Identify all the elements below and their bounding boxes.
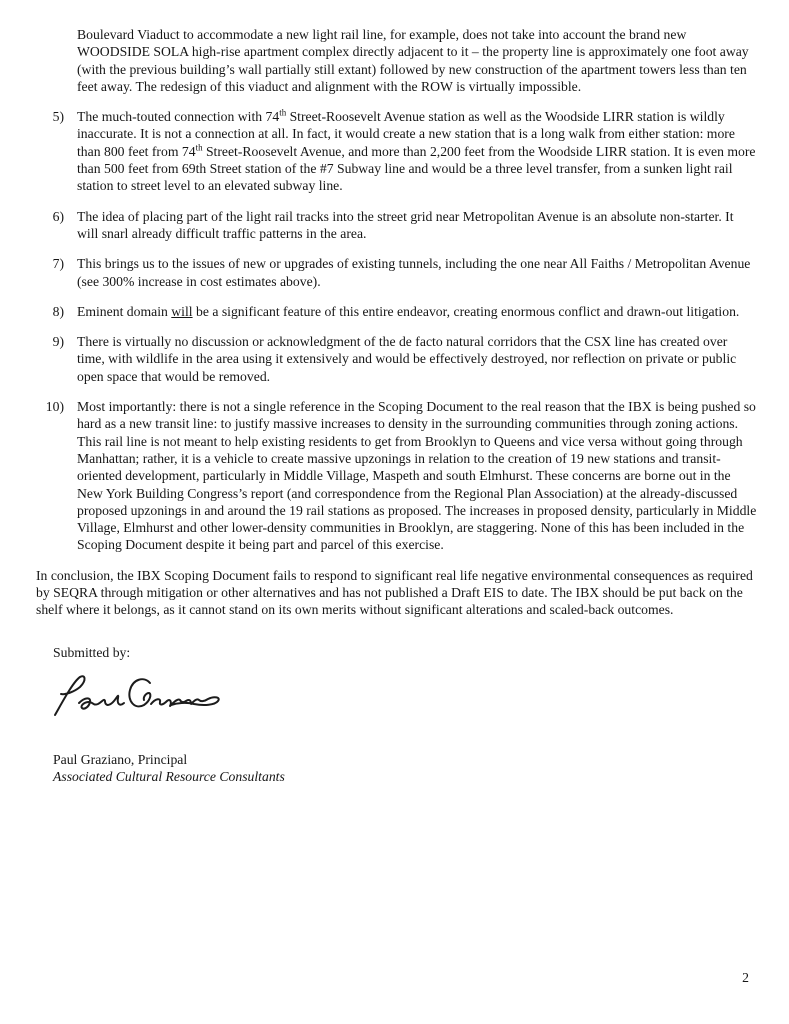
list-item-9 (36, 333, 758, 385)
signer-name-line: Paul Graziano, Principal (53, 751, 188, 767)
closing-block (53, 644, 758, 786)
signer-block (53, 751, 758, 786)
list-item-text: This brings us to the issues of new or upgrades of existing tunnels, including the one near All Faiths / Metropolitan Avenue (see 300% increase in cost estimates above). (77, 256, 751, 289)
list-item-5 (36, 108, 758, 194)
list-item-text: There is virtually no discussion or acknowledgment of the de facto natural corridors that the CSX line has created over time, with wildlife in the area using it extensively and would be effectively destroyed, nor reflection on private or public open space that would be removed. (77, 334, 737, 384)
list-item-7 (36, 255, 758, 290)
list-item-number: 8) (52, 303, 64, 319)
signer-company-line: Associated Cultural Resource Consultants (53, 769, 285, 785)
list-item-text: Most importantly: there is not a single reference in the Scoping Document to the real reason that the IBX is being pushed so hard as a new transit line: to justify massive increases to density in the surrounding communities through zoning actions. This rail line is not meant to help existing residents to get from Brooklyn to Queens and vice versa without going through Manhattan; rather, it is a vehicle to create massive upzonings in relation to the creation of 19 new stations and transit-oriented development, particularly in Middle Village, Maspeth and south Elmhurst. These concerns are borne out in the New York Building Congress’s report (and correspondence from the Regional Plan Association) at the already-discussed proposed upzonings in and around the 19 rail stations as proposed. The increases in proposed density, particularly in Middle Village, Elmhurst and other lower-density communities in Brooklyn, are staggering. None of this has been included in the Scoping Document despite it being part and parcel of this exercise. (77, 399, 757, 553)
list-item-number: 7) (52, 256, 64, 272)
conclusion-paragraph: In conclusion, the IBX Scoping Document fails to respond to significant real life negative environmental consequences as required by SEQRA through mitigation or other alternatives and has not published a Draft EIS to date. The IBX should be put back on the shelf where it belongs, as it cannot stand on its own merits without significant alterations and scaled-back outcomes. (36, 567, 753, 618)
signature-image (49, 671, 758, 723)
continuation-paragraph: Boulevard Viaduct to accommodate a new light rail line, for example, does not take into account the brand new WOODSIDE SOLA high-rise apartment complex directly adjacent to it – the property line is approximately one foot away (with the previous building’s wall partially still extant) followed by new construction of the apartment towers less than ten feet away. The redesign of this viaduct and alignment with the ROW is virtually impossible. (77, 27, 749, 94)
list-item-text: The idea of placing part of the light rail tracks into the street grid near Metropolitan Avenue is an absolute non-starter. It will snarl already difficult traffic patterns in the area. (77, 208, 734, 241)
submitted-by-label: Submitted by: (53, 644, 131, 660)
list-item-number: 10) (45, 399, 64, 415)
list-item-10 (36, 398, 758, 554)
list-item-text: Eminent domain will be a significant feature of this entire endeavor, creating enormous conflict and drawn-out litigation. (77, 303, 740, 319)
list-item-8 (36, 303, 758, 320)
document-content (36, 26, 758, 786)
list-item-number: 5) (52, 109, 64, 125)
list-item-6 (36, 208, 758, 243)
page-number: 2 (742, 969, 749, 985)
list-item-text: The much-touted connection with 74th Street-Roosevelt Avenue station as well as the Woodside LIRR station is wildly inaccurate. It is not a connection at all. In fact, it would create a new station that is a long walk from either station: more than 800 feet from 74th Street-Roosevelt Avenue, and more than 2,200 feet from the Woodside LIRR station. It is even more than 500 feet from 69th Street station of the #7 Subway line and would be a three level transfer, from a sunken light rail station to street level to an elevated subway line. (77, 107, 756, 194)
list-item-number: 6) (52, 208, 64, 224)
list-item-number: 9) (52, 334, 64, 350)
